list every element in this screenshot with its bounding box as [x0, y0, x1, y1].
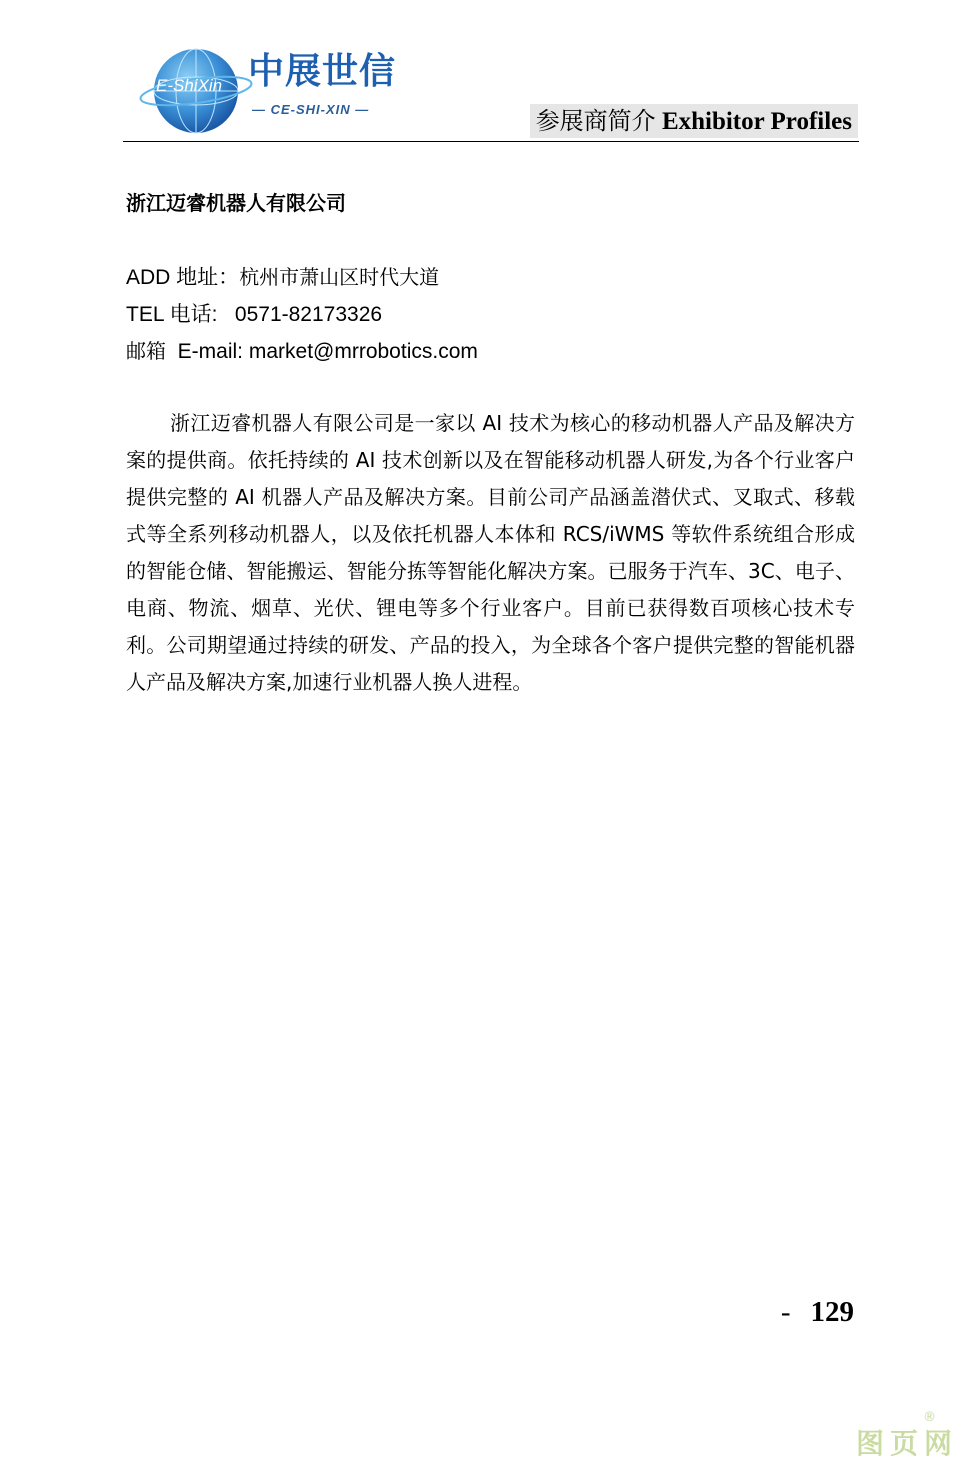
tel-value: 0571-82173326	[234, 303, 383, 326]
company-name: 浙江迈睿机器人有限公司	[126, 191, 346, 215]
address-label: ADD 地址：	[126, 266, 240, 289]
logo-chinese-name: 中展世信	[248, 51, 397, 92]
contact-block	[126, 259, 478, 370]
page-number	[781, 1296, 854, 1329]
page-number-dash: -	[780, 1296, 791, 1328]
email-value: E-mail: market@mrrobotics.com	[177, 340, 478, 363]
page-number-value: 129	[810, 1296, 854, 1328]
tel-label: TEL 电话:	[126, 303, 218, 326]
company-logo	[136, 46, 396, 136]
address-value: 杭州市萧山区时代大道	[239, 265, 440, 289]
section-title-cn: 参展商简介	[535, 107, 656, 135]
logo-globe-text: E-ShiXin	[156, 76, 223, 95]
logo-subtitle: — CE-SHI-XIN —	[252, 102, 370, 117]
company-description: 浙江迈睿机器人有限公司是一家以 AI 技术为核心的移动机器人产品及解决方案的提供商。依托持续的 AI 技术创新以及在智能移动机器人研发,为各个行业客户提供完整的 AI 机器人产品及解决方案。目前公司产品涵盖潜伏式、叉取式、移载式等全系列移动机器人，以及依托机器人本体和 RCS/iWMS 等软件系统组合形成的智能仓储、智能搬运、智能分拣等智能化解决方案。已服务于汽车、3C、电子、电商、物流、烟草、光伏、锂电等多个行业客户。目前已获得数百项核心技术专利。公司期望通过持续的研发、产品的投入，为全球各个客户提供完整的智能机器人产品及解决方案,加速行业机器人换人进程。	[126, 411, 855, 694]
email-label: 邮箱	[126, 339, 166, 363]
watermark: 图页网	[855, 1427, 958, 1460]
header-divider	[123, 141, 859, 142]
tel-line	[126, 296, 478, 333]
section-title-en: Exhibitor Profiles	[661, 108, 852, 135]
watermark-registered-mark: ®	[923, 1410, 936, 1425]
section-title	[530, 104, 858, 138]
address-line	[126, 259, 478, 296]
email-line	[126, 333, 478, 370]
